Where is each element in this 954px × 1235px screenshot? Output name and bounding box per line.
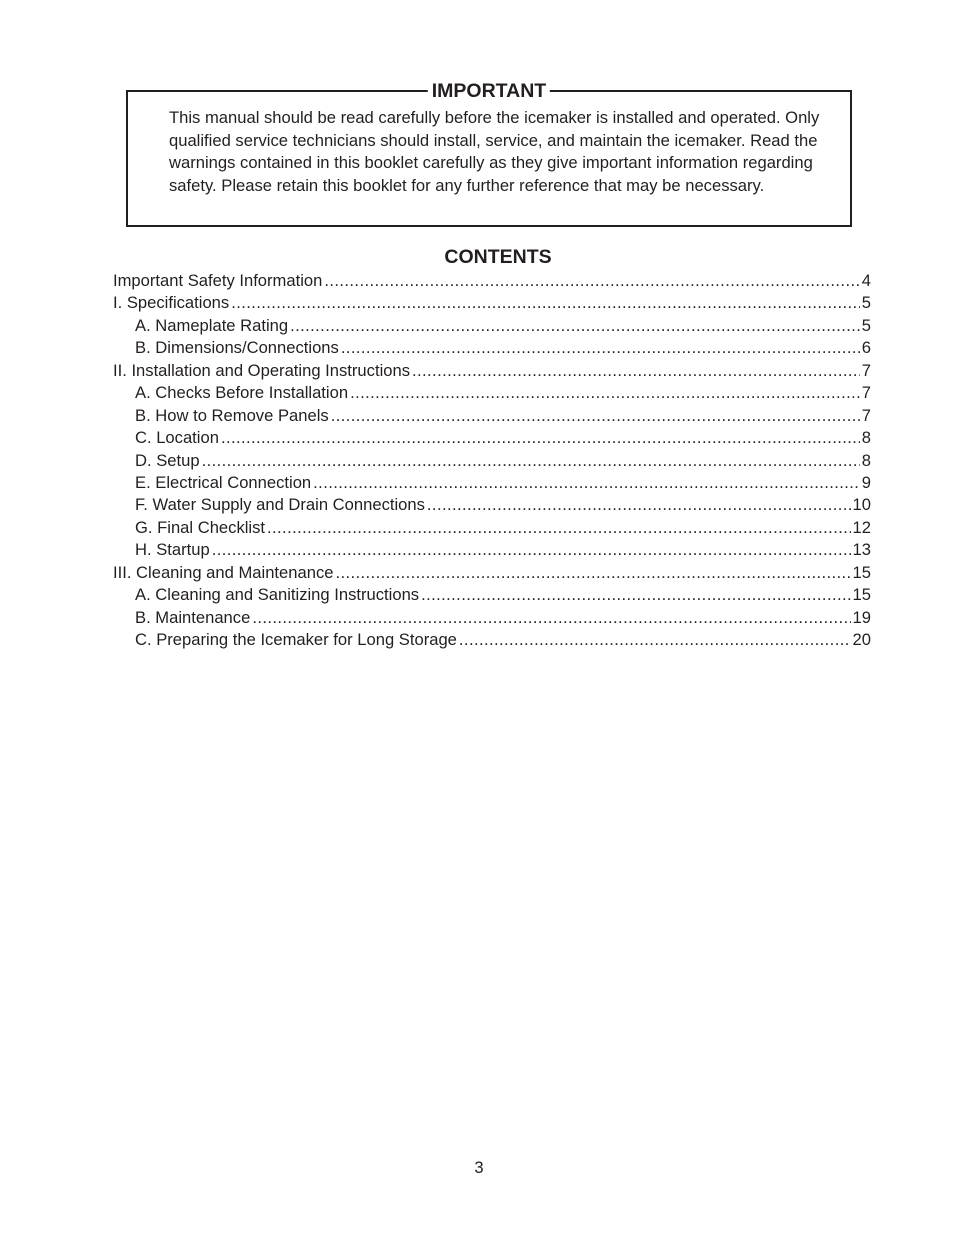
important-text: This manual should be read carefully before the icemaker is installed and operated. Only qualified service technicians should install, service, and maintain the icemaker. Read the warnings contained in this booklet carefully as they give important information regarding safety. Please retain this booklet for any further reference that may be necessary. [169, 108, 820, 195]
toc-dot-leader [335, 562, 850, 584]
toc-dot-leader [324, 270, 859, 292]
toc-entry [113, 450, 871, 472]
toc-entry-label: III. Cleaning and Maintenance [113, 562, 334, 582]
toc-entry-label: D. Setup [135, 450, 200, 470]
toc-entry-page: 7 [861, 360, 871, 380]
toc-entry [113, 405, 871, 427]
toc-entry-label: F. Water Supply and Drain Connections [135, 495, 425, 515]
table-of-contents [113, 270, 871, 651]
toc-dot-leader [212, 539, 851, 561]
toc-entry-label: C. Location [135, 428, 219, 448]
toc-entry-label: G. Final Checklist [135, 517, 266, 537]
toc-entry-label: H. Startup [135, 540, 210, 560]
toc-entry-label: A. Cleaning and Sanitizing Instructions [135, 585, 420, 605]
toc-entry-label: A. Checks Before Installation [135, 383, 349, 403]
toc-entry-label: B. Dimensions/Connections [135, 338, 339, 358]
toc-dot-leader [350, 382, 860, 404]
toc-dot-leader [221, 427, 860, 449]
toc-entry-label: E. Electrical Connection [135, 472, 312, 492]
toc-entry [113, 337, 871, 359]
toc-dot-leader [331, 405, 860, 427]
toc-dot-leader [231, 292, 860, 314]
toc-entry-page: 5 [861, 293, 871, 313]
toc-entry [113, 539, 871, 561]
toc-entry-page: 15 [852, 562, 871, 582]
toc-entry-label: Important Safety Information [113, 271, 323, 290]
toc-dot-leader [313, 472, 860, 494]
toc-entry-page: 12 [852, 517, 871, 537]
toc-dot-leader [202, 450, 860, 472]
toc-dot-leader [427, 494, 851, 516]
toc-entry [113, 494, 871, 516]
toc-dot-leader [412, 360, 860, 382]
toc-entry [113, 270, 871, 292]
toc-entry-page: 20 [852, 630, 871, 649]
toc-entry [113, 629, 871, 651]
page-number: 3 [474, 1158, 484, 1177]
toc-entry-page: 4 [861, 271, 871, 290]
important-notice-box [126, 80, 852, 227]
toc-entry-page: 7 [861, 383, 871, 403]
toc-entry-page: 9 [861, 472, 871, 492]
toc-entry [113, 584, 871, 606]
toc-entry-page: 5 [861, 315, 871, 335]
toc-entry-page: 13 [852, 540, 871, 560]
important-title: IMPORTANT [428, 79, 550, 103]
toc-entry-page: 15 [852, 585, 871, 605]
toc-dot-leader [421, 584, 850, 606]
toc-dot-leader [459, 629, 851, 651]
toc-dot-leader [267, 517, 851, 539]
toc-dot-leader [252, 607, 850, 629]
toc-entry-label: I. Specifications [113, 293, 230, 313]
toc-entry-label: C. Preparing the Icemaker for Long Storage [135, 630, 457, 649]
toc-dot-leader [290, 315, 860, 337]
toc-entry [113, 562, 871, 584]
toc-entry-page: 7 [861, 405, 871, 425]
toc-entry [113, 427, 871, 449]
toc-entry-label: B. Maintenance [135, 607, 251, 627]
toc-entry-label: B. How to Remove Panels [135, 405, 329, 425]
contents-title: CONTENTS [444, 246, 552, 268]
toc-entry [113, 472, 871, 494]
toc-entry-page: 8 [861, 428, 871, 448]
toc-entry [113, 607, 871, 629]
toc-dot-leader [341, 337, 860, 359]
toc-entry [113, 315, 871, 337]
toc-entry-page: 6 [861, 338, 871, 358]
toc-entry [113, 382, 871, 404]
toc-entry-page: 19 [852, 607, 871, 627]
toc-entry-label: II. Installation and Operating Instructions [113, 360, 411, 380]
toc-entry-page: 10 [852, 495, 871, 515]
toc-entry [113, 360, 871, 382]
toc-entry [113, 517, 871, 539]
toc-entry-label: A. Nameplate Rating [135, 315, 289, 335]
toc-entry [113, 292, 871, 314]
toc-entry-page: 8 [861, 450, 871, 470]
